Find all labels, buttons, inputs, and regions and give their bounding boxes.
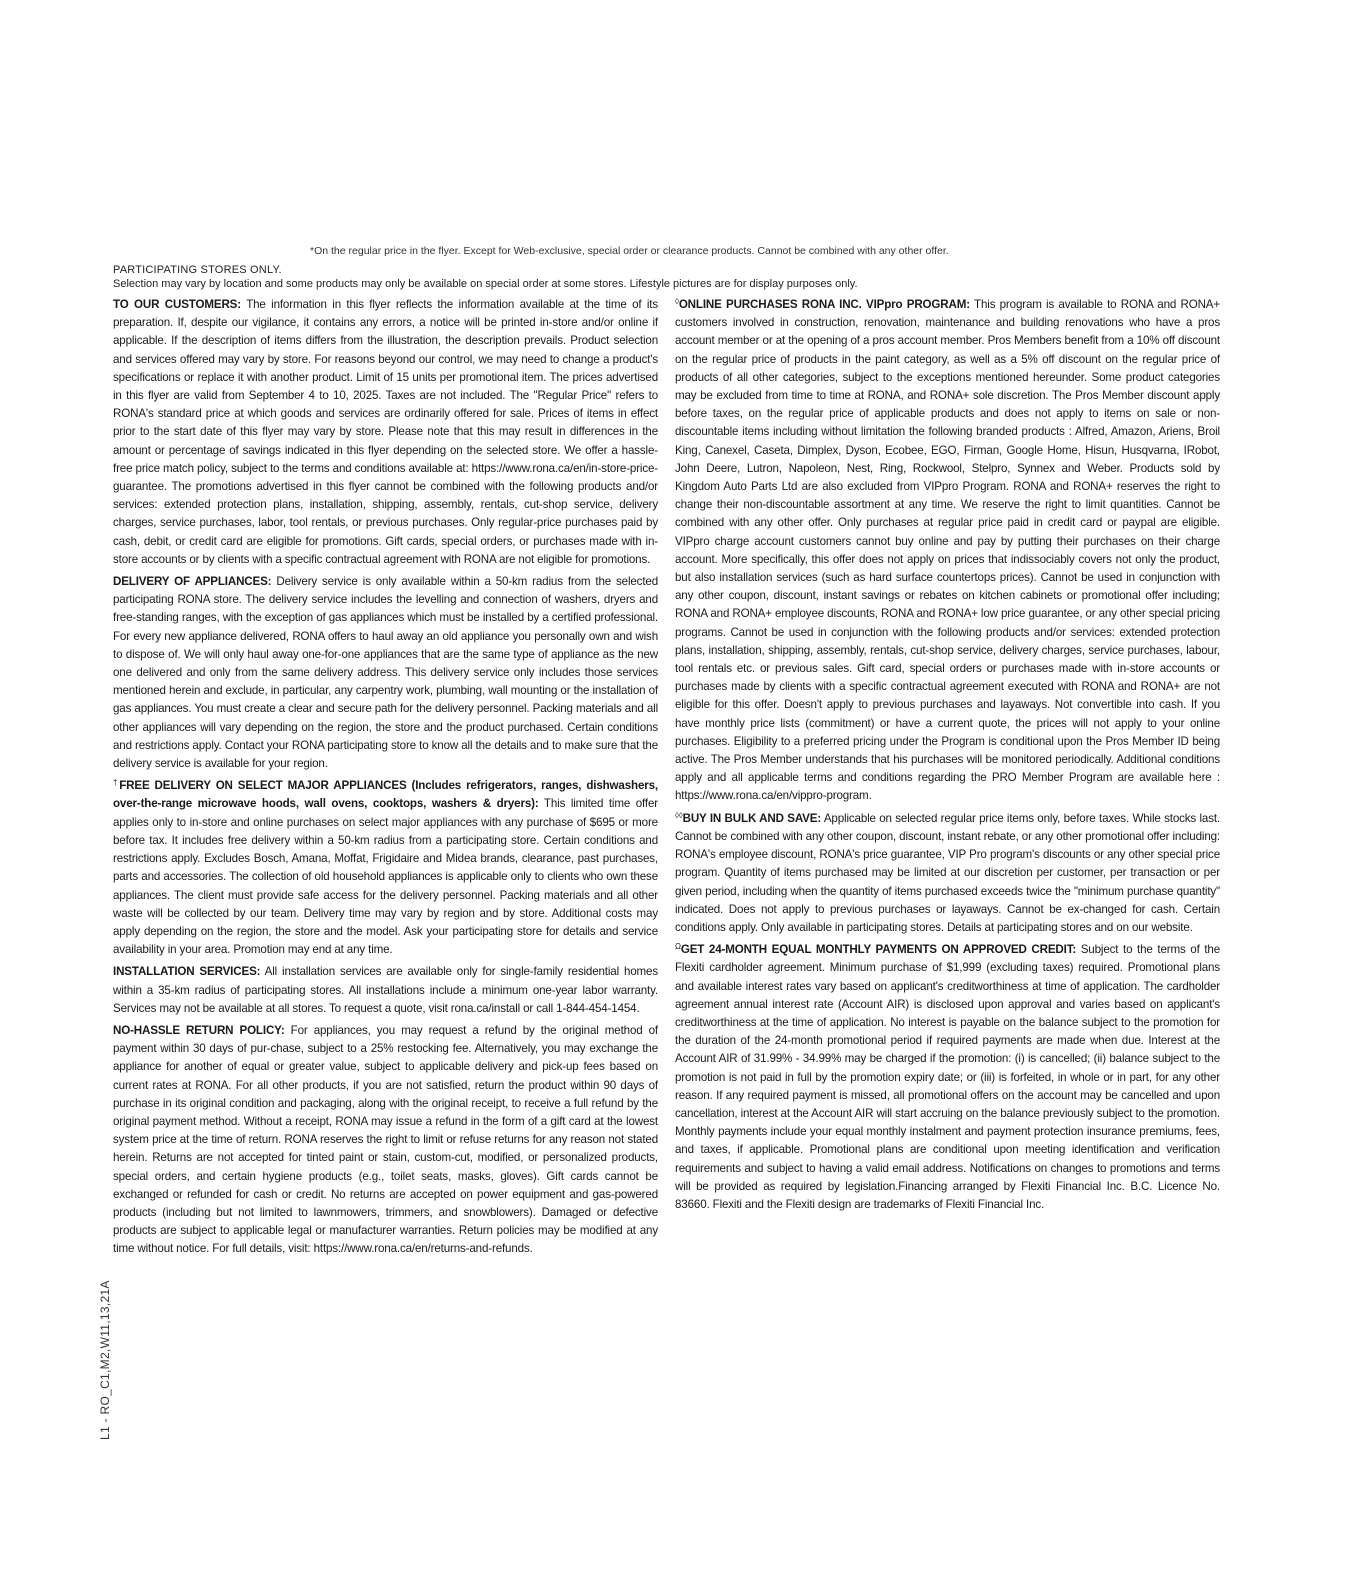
- left-column: [113, 296, 658, 1263]
- selection-disclaimer: Selection may vary by location and some products may only be available on special order at some stores. Lifestyle pictures are for display purposes only.: [113, 278, 858, 290]
- section-vippro-program: [675, 296, 1220, 806]
- section-heading: TO OUR CUSTOMERS:: [113, 298, 241, 311]
- participating-stores-note: PARTICIPATING STORES ONLY.: [113, 264, 282, 276]
- section-monthly-payments: [675, 941, 1220, 1214]
- section-to-our-customers: [113, 296, 658, 569]
- footnote-marker: Ω: [675, 942, 681, 952]
- offer-footnote: *On the regular price in the flyer. Except for Web-exclusive, special order or clearance products. Cannot be combined with any other offer.: [310, 245, 949, 257]
- section-installation-services: [113, 963, 658, 1018]
- section-return-policy: [113, 1022, 658, 1259]
- section-delivery-of-appliances: [113, 573, 658, 773]
- section-body: Subject to the terms of the Flexiti cardholder agreement. Minimum purchase of $1,999 (excluding taxes) required. Promotional plans and available interest rates vary based on applicant's creditworthiness at time of application. The cardholder agreement annual interest rate (Account AIR) is disclosed upon approval and varies based on applicant's creditworthiness at the time of application. No interest is payable on the balance subject to the promotion for the duration of the 24-month promotional period if required payments are made when due. Interest at the Account AIR of 31.99% - 34.99% may be charged if the promotion: (i) is cancelled; (ii) balance subject to the promotion is not paid in full by the promotion expiry date; or (iii) is forfeited, in whole or in part, for any other reason. If any required payment is missed, all promotional offers on the account may be cancelled and upon cancellation, interest at the Account AIR will start accruing on the balance previously subject to the promotion. Monthly payments include your equal monthly instalment and payment protection insurance premiums, fees, and taxes, if applicable. Promotional plans are conditional upon meeting identification and verification requirements and subject to having a valid email address. Notifications on changes to promotions and terms will be provided as required by legislation.Financing arranged by Flexiti Financial Inc. B.C. Licence No. 83660. Flexiti and the Flexiti design are trademarks of Flexiti Financial Inc.: [675, 943, 1220, 1211]
- section-body: All installation services are available only for single-family residential homes within a 35-km radius of participating stores. All installations include a minimum one-year labor warranty. Services may not be available at all stores. To request a quote, visit rona.ca/install or call 1-844-454-1454.: [113, 965, 658, 1015]
- section-heading: DELIVERY OF APPLIANCES:: [113, 575, 272, 589]
- section-heading: FREE DELIVERY ON SELECT MAJOR APPLIANCES (Includes refrigerators, ranges, dishwashers, over-the-range microwave hoods, wall ovens, cooktops, washers & dryers):: [113, 779, 658, 811]
- section-buy-in-bulk: [675, 810, 1220, 937]
- footnote-marker: ◊: [675, 297, 679, 306]
- footnote-marker: ◊◊: [675, 810, 683, 820]
- section-body: This limited time offer applies only to in-store and online purchases on select major appliances with any purchase of $695 or more before tax. It includes free delivery within a 50-km radius from a participating store. Certain conditions and restrictions apply. Excludes Bosch, Amana, Moffat, Frigidaire and Midea brands, clearance, past purchases, parts and accessories. The collection of old household appliances is applicable only to clients who own these appliances. The client must provide safe access for the delivery personnel. Packing materials and all other waste will be collected by our team. Delivery time may vary by region and by store. Additional costs may apply depending on the region, the store and the model. Ask your participating store for details and service availability in your area. Promotion may end at any time.: [113, 797, 658, 957]
- section-heading: INSTALLATION SERVICES:: [113, 965, 261, 979]
- section-heading: BUY IN BULK AND SAVE:: [682, 811, 822, 825]
- section-body: For appliances, you may request a refund by the original method of payment within 30 days of pur-chase, subject to a 25% restocking fee. Alternatively, you may exchange the appliance for another of equal or greater value, subject to applicable delivery and pick-up fees based on current rates at RONA. For all other products, if you are not satisfied, return the product within 90 days of purchase in its original condition and packaging, along with the original receipt, to receive a full refund by the original payment method. Without a receipt, RONA may issue a refund in the form of a gift card at the lowest system price at the time of return. RONA reserves the right to limit or refuse returns for any reason not stated herein. Returns are not accepted for tinted paint or stain, custom-cut, modified, or personalized products, special orders, and certain hygiene products (e.g., toilet seats, masks, gloves). Gift cards cannot be exchanged or refunded for cash or credit. No returns are accepted on power equipment and gas-powered products (including but not limited to lawnmowers, trimmers, and snowblowers). Damaged or defective products are subject to applicable legal or manufacturer warranties. Return policies may be modified at any time without notice. For full details, visit: https://www.rona.ca/en/returns-and-refunds.: [113, 1023, 658, 1256]
- flyer-version-code: L1 - RO_C1,M2,W11,13,21A: [98, 1280, 112, 1440]
- section-body: Delivery service is only available within a 50-km radius from the selected participating RONA store. The delivery service includes the levelling and connection of washers, dryers and free-standing ranges, with the exception of gas appliances which must be installed by a certified professional. For every new appliance delivered, RONA offers to haul away an old appliance you personally own and wish to dispose of. We will only haul away one-for-one appliances that are the same type of appliance as the new one delivered and only from the same delivery address. This delivery service only includes those services mentioned herein and exclude, in particular, any carpentry work, plumbing, wall mounting or the installation of gas appliances. You must create a clear and secure path for the delivery personnel. Packing materials and all other appliances will vary depending on the region, the store and the product purchased. Certain conditions and restrictions apply. Contact your RONA participating store to know all the details and to make sure that the delivery service is available for your region.: [113, 575, 658, 771]
- section-heading: GET 24-MONTH EQUAL MONTHLY PAYMENTS ON APPROVED CREDIT:: [680, 943, 1077, 957]
- section-heading: NO-HASSLE RETURN POLICY:: [113, 1023, 285, 1037]
- section-free-delivery: [113, 777, 658, 959]
- section-body: This program is available to RONA and RONA+ customers involved in construction, renovation, maintenance and building renovations who have a pros account member or at the opening of a pros account member. Pros Members benefit from a 10% off discount on the regular price of products in the paint category, as well as a 5% off discount on the regular price of products of all other categories, subject to the exceptions mentioned hereunder. Some product categories may be excluded from time to time at RONA, and RONA+ sole discretion. The Pros Member discount apply before taxes, on the regular price of applicable products and does not apply to items on sale or non-discountable items including without limitation the following branded products : Alfred, Amazon, Ariens, Broil King, Canexel, Caseta, Dimplex, Dyson, Ecobee, EGO, Firman, Google Home, Hisun, Husqvarna, IRobot, John Deere, Lutron, Napoleon, Nest, Ring, Rockwool, Stelpro, Synnex and Weber. Products sold by Kingdom Auto Parts Ltd are also excluded from VIPpro Program. RONA and RONA+ reserves the right to change their non-discountable assortment at any time. We reserve the right to limit quantities. Cannot be combined with any other offer. Only purchases at regular price paid in credit card or paypal are eligible. VIPpro charge account customers cannot buy online and pay by putting their purchases on their charge account. More specifically, this offer does not apply on prices that indissociably covers not only the product, but also installation services (such as hard surface countertops prices). Cannot be used in conjunction with any other coupon, discount, instant savings or rebates on kitchen cabinets or promotional offer including; RONA and RONA+ employee discounts, RONA and RONA+ low price guarantee, or any other special pricing programs. Cannot be used in conjunction with the following products and/or services: extended protection plans, installation, shipping, assembly, rentals, cut-shop service, delivery charges, service purchases, labour, tool rentals etc. or previous sales. Gift card, special orders or purchases made with in-store accounts or purchases made by clients with a specific contractual agreement executed with RONA and RONA+ are not eligible for this offer. Doesn't apply to previous purchases and layaways. Not convertible into cash. If you have monthly price lists (commitment) or have a current quote, the prices will not apply to your online purchases. Eligibility to a preferred pricing under the Program is conditional upon the Pros Member ID being active. The Pros Member understands that his purchases will be monitored periodically. Additional conditions apply and all applicable terms and conditions regarding the PRO Member Program are available here : https://www.rona.ca/en/vippro-program.: [675, 298, 1221, 803]
- footnote-marker: †: [113, 778, 120, 788]
- section-heading: ONLINE PURCHASES RONA INC. VIPpro PROGRAM:: [678, 298, 970, 311]
- section-body: Applicable on selected regular price items only, before taxes. While stocks last. Cannot be combined with any other coupon, discount, instant rebate, or any other promotional offer including: RONA's employee discount, RONA's price guarantee, VIP Pro program's discounts or any other special price program. Quantity of items purchased may be limited at our discretion per customer, per transaction or per given period, including when the quantity of items purchased exceeds twice the "minimum purchase quantity" indicated. Does not apply to previous purchases or layaways. Cannot be ex-changed for cash. Certain conditions apply. Only available in participating stores. Details at participating stores and on our website.: [675, 811, 1220, 934]
- section-body: The information in this flyer reflects the information available at the time of its preparation. If, despite our vigilance, it contains any errors, a notice will be printed in-store and/or online if applicable. If the description of items differs from the illustration, the description prevails. Product selection and services offered may vary by store. For reasons beyond our control, we may need to change a product's specifications or replace it with another product. Limit of 15 units per promotional item. The prices advertised in this flyer are valid from September 4 to 10, 2025. Taxes are not included. The "Regular Price" refers to RONA's standard price at which goods and services are ordinarily offered for sale. Prices of items in effect prior to the start date of this flyer may vary by store. Please note that this may result in differences in the amount or percentage of savings indicated in this flyer depending on the selected store. We offer a hassle-free price match policy, subject to the terms and conditions available at: https://www.rona.ca/en/in-store-price-guarantee. The promotions advertised in this flyer cannot be combined with the following products and/or services: extended protection plans, installation, shipping, assembly, rentals, cut-shop service, delivery charges, service purchases, labor, tool rentals, or previous purchases. Only regular-price purchases paid by cash, debit, or credit card are eligible for promotions. Gift cards, special orders, or purchases made with in-store accounts or by clients with a specific contractual agreement with RONA are not eligible for promotions.: [113, 298, 659, 566]
- right-column: [675, 296, 1220, 1218]
